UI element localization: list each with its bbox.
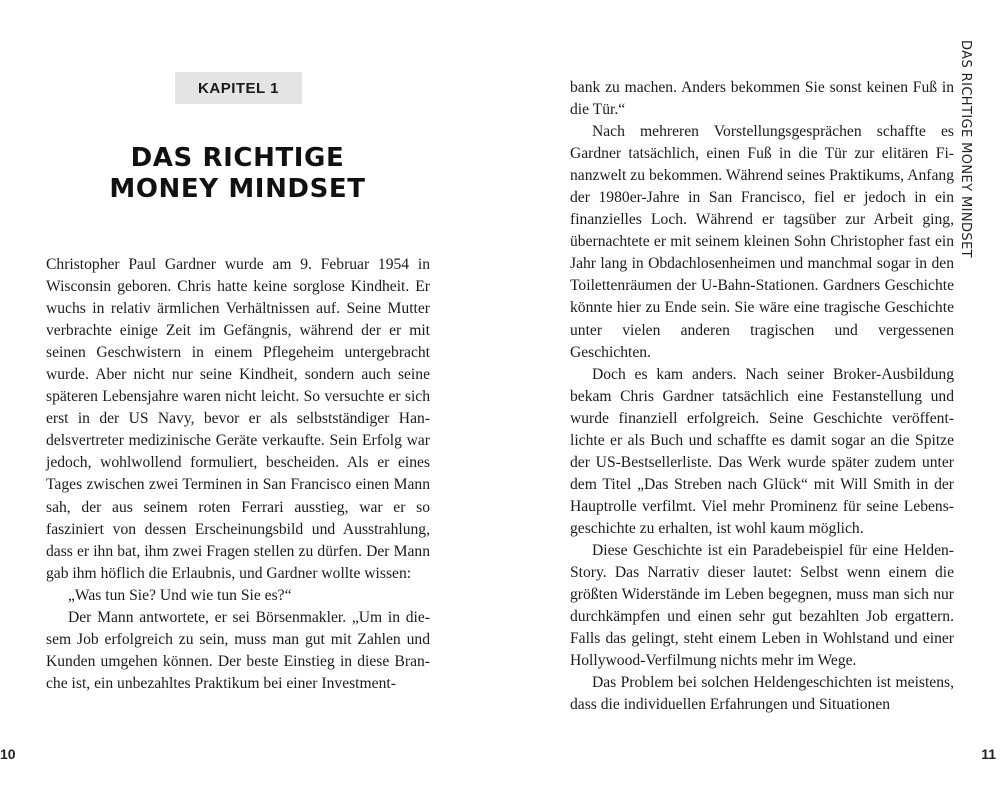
paragraph: Das Problem bei solchen Heldengeschichten ist meistens, dass die individuellen Erfahrungen und Situationen (570, 674, 954, 714)
paragraph: Der Mann antwortete, er sei Börsenmakler. „Um in diesem Job erfolgreich zu sein, muss man gut mit Zahlen und Kunden umgehen können. Der beste Einstieg in diese Branche ist, ein unbezahltes Praktikum bei einer Investment- (46, 608, 430, 692)
left-body-text (46, 254, 430, 695)
right-page (500, 0, 1000, 800)
paragraph: Christopher Paul Gardner wurde am 9. Februar 1954 in Wisconsin geboren. Chris hatte keine sorglose Kindheit. Er wuchs in relativ ärmlichen Verhältnissen auf. Seine Mutter verbrachte einige Zeit im Gefängnis, während der er mit seinen Geschwistern in einem Pflegeheim untergebracht wurde. Aber nicht nur seine Kindheit, sondern auch seine späteren Lebensjahre waren nicht leicht. So versuchte er sich erst in der US Navy, bevor er als selbstständiger Handelsvertreter medizinische Geräte verkaufte. Sein Erfolg war jedoch, wohlwollend formuliert, bescheiden. Als er eines Tages zwischen zwei Terminen in San Francisco einen Mann sah, der aus seinem roten Ferrari ausstieg, war er so fasziniert von dessen Erscheinungsbild und Ausstrahlung, dass er ihn bat, ihm zwei Fragen stellen zu dürfen. Der Mann gab ihm höflich die Erlaubnis, und Gardner wollte wissen: (46, 256, 430, 582)
paragraph: Doch es kam anders. Nach seiner Broker-Ausbildung bekam Chris Gardner tatsächlich eine Festanstellung und wurde finanziell erfolgreich. Seine Geschichte veröffentlichte er als Buch und schaffte es damit sogar an die Spitze der US-Bestsellerliste. Das Werk wurde später zudem unter dem Titel „Das Streben nach Glück“ mit Will Smith in der Hauptrolle verfilmt. Viel mehr Prominenz für seine Lebensgeschichte zu erhalten, ist wohl kaum möglich. (570, 365, 954, 537)
paragraph: „Was tun Sie? Und wie tun Sie es?“ (68, 586, 292, 604)
chapter-title (46, 143, 429, 205)
page-number-left: 10 (0, 746, 16, 762)
chapter-title-line-2: MONEY MINDSET (109, 174, 366, 204)
paragraph: bank zu machen. Anders bekommen Sie sonst keinen Fuß in die Tür.“ (570, 79, 954, 119)
chapter-title-line-1: DAS RICHTIGE (130, 143, 345, 173)
chapter-label: KAPITEL 1 (175, 72, 302, 104)
running-head: DAS RICHTIGE MONEY MINDSET (958, 40, 973, 259)
right-body-text (570, 77, 954, 716)
paragraph: Diese Geschichte ist ein Paradebeispiel für eine Helden-Story. Das Narrativ dieser lautet: Selbst wenn einem die größten Widerstände im Leben begegnen, muss man sich nur durchkämpfen und einen sehr gut bezahlten Job ergattern. Falls das gelingt, steht einem Leben in Wohlstand und einer Hollywood-Verfilmung nichts mehr im Wege. (570, 541, 954, 670)
page-number-right: 11 (981, 746, 996, 762)
paragraph: Nach mehreren Vorstellungsgesprächen schaffte es Gardner tatsächlich, einen Fuß in die Tür zur elitären Finanzwelt zu bekommen. Während seines Praktikums, Anfang der 1980er-Jahre in San Francisco, fiel er jedoch in ein finanzielles Loch. Während er tagsüber zur Arbeit ging, übernachtete er mit seinem kleinen Sohn Christopher fast ein Jahr lang in Obdachlosenheimen und manchmal sogar in den Toilettenräumen der U-Bahn-Stationen. Gardners Geschichte könnte hier zu Ende sein. Sie wäre eine tragische Geschichte unter vielen anderen tragischen und vergessenen Geschichten. (570, 123, 954, 361)
